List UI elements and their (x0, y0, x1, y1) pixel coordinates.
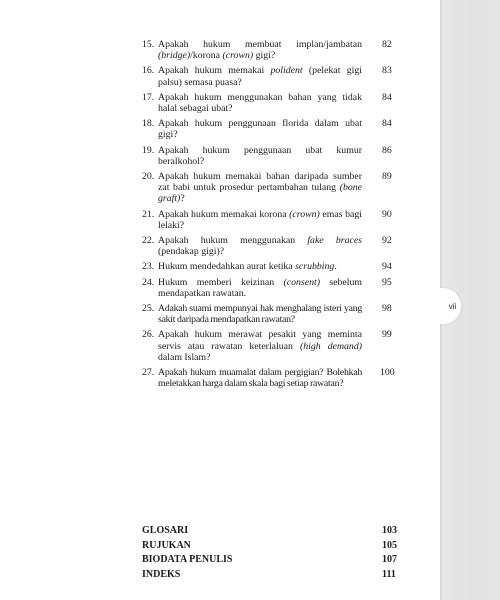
entry-number: 22. (142, 235, 155, 247)
back-matter-page-number: 105 (382, 539, 397, 551)
toc-entry[interactable] (142, 39, 404, 61)
entry-page-number: 98 (382, 303, 392, 315)
toc-entry[interactable] (142, 277, 404, 299)
entry-number: 21. (142, 208, 155, 220)
back-matter-item-indeks[interactable] (142, 569, 404, 584)
entry-page-number: 84 (382, 118, 392, 130)
page-number-tab-label: vii (448, 301, 457, 311)
toc-entry[interactable] (142, 145, 404, 167)
entry-title: Apakah hukum muamalat dalam pergigian? Bolehkah meletakkan harga dalam skala bagi setiap rawatan? (158, 367, 362, 390)
entry-page-number: 82 (382, 39, 392, 50)
entry-number: 24. (142, 276, 155, 288)
entry-title: Apakah hukum memakai korona (crown) emas bagi lelaki? (158, 208, 362, 231)
entry-page-number: 90 (382, 208, 392, 220)
entry-number: 18. (142, 118, 155, 130)
entry-title: Apakah hukum penggunaan florida dalam ubat gigi? (158, 118, 362, 141)
table-of-contents (142, 39, 404, 393)
entry-page-number: 83 (382, 65, 392, 77)
entry-title: Apakah hukum memakai bahan daripada sumber zat babi untuk prosedur pertambahan tulang (bone graft)? (158, 171, 362, 205)
toc-entry[interactable] (142, 367, 404, 389)
entry-page-number: 99 (382, 329, 392, 341)
toc-entry[interactable] (142, 118, 404, 140)
back-matter-label: GLOSARI (142, 525, 189, 536)
entry-page-number: 86 (382, 144, 392, 156)
back-matter-item-biodata-penulis[interactable] (142, 554, 404, 569)
entry-number: 15. (142, 39, 155, 50)
entry-title: Apakah hukum merawat pesakit yang meminta servis atau rawatan keterlaluan (high demand) dalam Islam? (158, 329, 362, 363)
back-matter-item-rujukan[interactable] (142, 540, 404, 555)
toc-entry[interactable] (142, 261, 404, 272)
toc-entry[interactable] (142, 171, 404, 205)
back-matter-page-number: 111 (382, 568, 396, 580)
entry-title: Apakah hukum penggunaan ubat kumur beralkohol? (158, 144, 362, 167)
toc-entry[interactable] (142, 303, 404, 325)
toc-entry[interactable] (142, 329, 404, 363)
entry-page-number: 94 (382, 261, 392, 273)
back-matter-label: BIODATA PENULIS (142, 554, 233, 566)
entry-number: 17. (142, 91, 155, 103)
toc-entry[interactable] (142, 65, 404, 87)
back-matter-page-number: 107 (382, 554, 397, 566)
toc-entry[interactable] (142, 92, 404, 114)
entry-number: 27. (142, 367, 155, 379)
back-matter-label: RUJUKAN (142, 539, 191, 551)
back-matter-list (142, 525, 404, 583)
entry-title: Hukum memberi keizinan (consent) sebelum mendapatkan rawatan. (158, 276, 362, 299)
entry-number: 25. (142, 303, 155, 315)
entry-title: Apakah hukum memakai polident (pelekat gigi palsu) semasa puasa? (158, 65, 363, 88)
entry-page-number: 89 (382, 171, 392, 183)
toc-entry[interactable] (142, 235, 404, 257)
entry-page-number: 92 (382, 235, 392, 247)
entry-title: Apakah hukum membuat implan/jambatan (bridge)/korona (crown) gigi? (158, 39, 362, 62)
entry-number: 23. (142, 261, 155, 273)
entry-number: 19. (142, 144, 155, 156)
entry-title: Hukum mendedahkan aurat ketika scrubbing. (158, 261, 337, 273)
entry-title: Apakah hukum menggunakan bahan yang tidak halal sebagai ubat? (158, 91, 362, 115)
entry-title: Apakah hukum menggunakan fake braces (pendakap gigi)? (158, 235, 362, 258)
back-matter-page-number: 103 (382, 525, 397, 536)
entry-page-number: 95 (382, 276, 392, 288)
entry-number: 26. (142, 329, 155, 341)
back-matter-label: INDEKS (142, 568, 181, 580)
entry-number: 16. (142, 65, 155, 77)
back-matter-item-glosari[interactable] (142, 525, 404, 540)
entry-page-number: 100 (380, 367, 395, 379)
entry-page-number: 84 (382, 91, 392, 103)
entry-title: Adakah suami mempunyai hak menghalang isteri yang sakit daripada mendapatkan rawatan? (158, 303, 362, 326)
entry-number: 20. (142, 171, 155, 183)
toc-entry[interactable] (142, 209, 404, 231)
